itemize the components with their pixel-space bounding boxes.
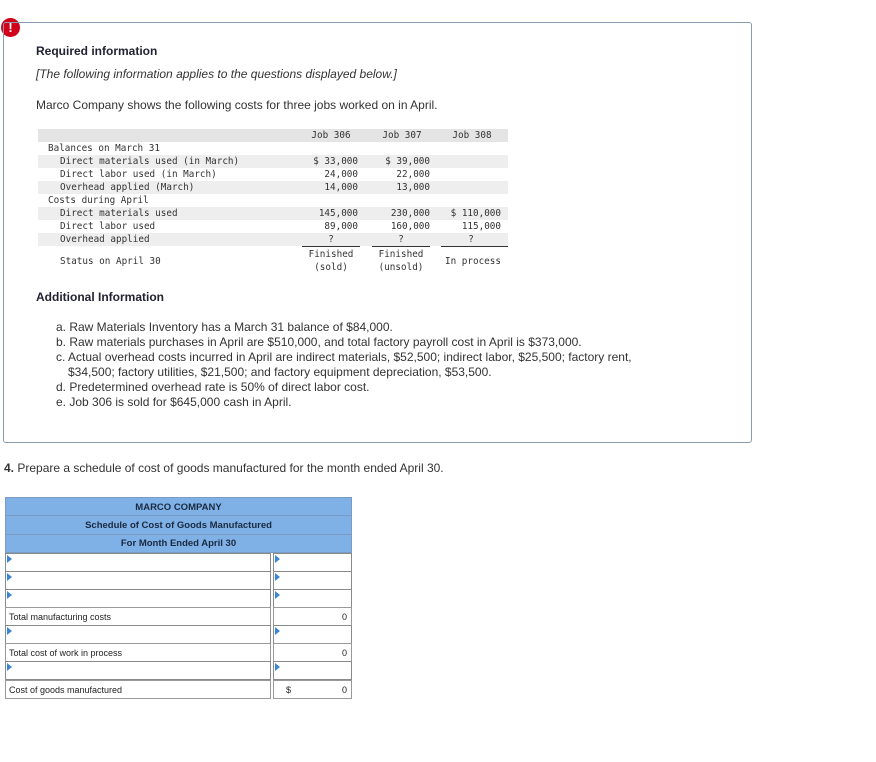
status-job-306-detail: (sold) [314,262,348,273]
table-row-label: Direct materials used (in March) [60,156,240,167]
cell-value: 230,000 [390,208,430,219]
amount-input[interactable] [273,571,352,590]
col-header-job-308: Job 308 [452,130,492,141]
status-label: Status on April 30 [60,256,161,267]
note-b: b. Raw materials purchases in April are $510,000, and total factory payroll cost in April is $373,000. [56,335,582,349]
label-dropdown[interactable] [5,625,271,644]
schedule-row[interactable] [5,553,352,572]
total-wip-value: 0 [341,648,347,658]
label-dropdown[interactable] [5,571,271,590]
cell-value: 160,000 [390,221,430,232]
cell-value: ? [328,234,334,245]
total-wip-label-cell [5,643,271,662]
cogm-dollar-sign: $ [286,685,292,695]
amount-input[interactable] [273,625,352,644]
cell-value: 13,000 [396,182,430,193]
schedule-row[interactable] [5,571,352,590]
schedule-row [5,607,352,626]
table-row-label: Direct labor used (in March) [60,169,217,180]
table-row-label: Direct materials used [60,208,178,219]
status-job-307: Finished [378,249,424,260]
question-number: 4. [4,461,15,475]
cell-value: 14,000 [324,182,358,193]
cell-value: 89,000 [324,221,358,232]
note-c: c. Actual overhead costs incurred in April are indirect materials, $52,500; indirect labor, $25,500; factory rent, [56,350,632,364]
cell-value: $ 33,000 [313,156,358,167]
total-wip-label: Total cost of work in process [9,648,123,658]
cogm-label-cell [5,680,271,699]
table-row-label: Overhead applied (March) [60,182,195,193]
total-rule [302,246,360,247]
schedule-row[interactable] [5,625,352,644]
schedule-row [5,643,352,662]
schedule-row [5,680,352,699]
note-e: e. Job 306 is sold for $645,000 cash in April. [56,395,292,409]
info-intro: Marco Company shows the following costs for three jobs worked on in April. [36,98,438,112]
total-wip-value-cell [273,643,352,662]
label-dropdown[interactable] [5,589,271,608]
cell-value: 115,000 [461,221,501,232]
cogm-schedule [5,497,352,553]
amount-input[interactable] [273,589,352,608]
schedule-row[interactable] [5,589,352,608]
cogm-value-cell [273,680,352,699]
total-manufacturing-label-cell [5,607,271,626]
amount-input[interactable] [273,553,352,572]
label-dropdown[interactable] [5,661,271,680]
balances-label: Balances on March 31 [48,143,160,154]
cell-value: 24,000 [324,169,358,180]
cell-value: $ 110,000 [450,208,501,219]
info-subtitle: [The following information applies to the questions displayed below.] [36,67,397,81]
note-a: a. Raw Materials Inventory has a March 31 balance of $84,000. [56,320,393,334]
label-dropdown[interactable] [5,553,271,572]
schedule-period: For Month Ended April 30 [5,535,352,553]
status-job-308: In process [445,256,501,267]
table-header-band [38,129,508,142]
question-prompt: Prepare a schedule of cost of goods manufactured for the month ended April 30. [14,461,444,475]
total-rule [441,246,508,247]
cell-value: 22,000 [396,169,430,180]
schedule-company: MARCO COMPANY [5,497,352,516]
costs-label: Costs during April [48,195,149,206]
total-manufacturing-label: Total manufacturing costs [9,612,112,622]
cell-value: $ 39,000 [385,156,430,167]
schedule-title: Schedule of Cost of Goods Manufactured [5,516,352,535]
table-row-label: Overhead applied [60,234,150,245]
question-text [4,461,444,475]
status-job-307-detail: (unsold) [378,262,424,273]
total-manufacturing-value-cell [273,607,352,626]
total-manufacturing-value: 0 [341,612,347,622]
cell-value: 145,000 [318,208,358,219]
note-c-continued: $34,500; factory utilities, $21,500; and factory equipment depreciation, $53,500. [68,365,492,379]
cell-value: ? [468,234,474,245]
alert-icon: ! [1,18,20,37]
cogm-label: Cost of goods manufactured [9,685,123,695]
amount-input[interactable] [273,661,352,680]
total-rule [372,246,430,247]
status-job-306: Finished [308,249,354,260]
note-d: d. Predetermined overhead rate is 50% of direct labor cost. [56,380,370,394]
cell-value: ? [398,234,404,245]
col-header-job-306: Job 306 [311,130,351,141]
additional-information-title: Additional Information [36,290,164,304]
additional-information-list [56,320,632,410]
schedule-row[interactable] [5,661,352,680]
table-row-label: Direct labor used [60,221,156,232]
col-header-job-307: Job 307 [382,130,422,141]
required-information-title: Required information [36,44,158,58]
cogm-value: 0 [341,685,347,695]
